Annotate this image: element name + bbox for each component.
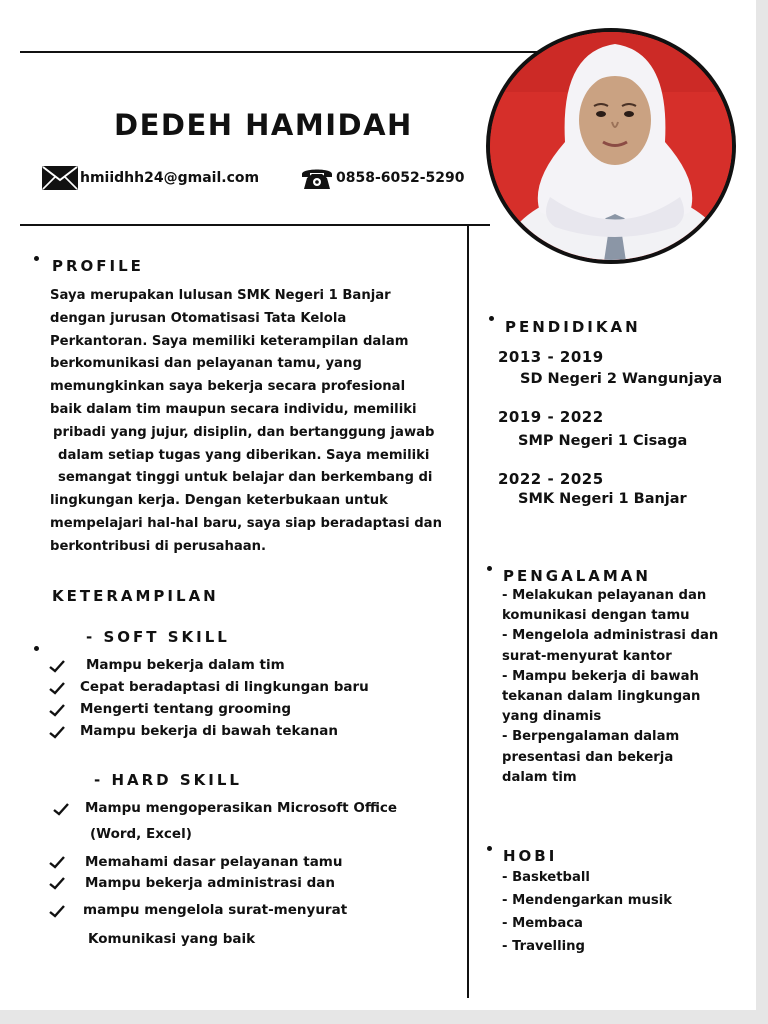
profile-text: [50, 285, 450, 559]
checkmark-icon: [48, 659, 66, 673]
hard-skill-heading: - HARD SKILL: [94, 771, 242, 789]
hard-skill-item: Komunikasi yang baik: [88, 931, 256, 947]
checkmark-icon: [48, 855, 66, 869]
checkmark-icon: [52, 802, 70, 816]
experience-line: - Melakukan pelayanan dan: [502, 588, 707, 603]
profile-line: dengan jurusan Otomatisasi Tata Kelola: [50, 310, 347, 326]
email-contact[interactable]: [42, 166, 259, 190]
hobby-item: - Travelling: [502, 939, 585, 954]
checkmark-icon: [48, 681, 66, 695]
phone-text: 0858-6052-5290: [336, 170, 465, 186]
column-divider: [467, 225, 469, 998]
checkmark-icon: [48, 904, 66, 918]
soft-skill-item: Mampu bekerja di bawah tekanan: [80, 723, 338, 739]
education-years: 2013 - 2019: [498, 348, 604, 366]
hard-skill-item: Mampu bekerja administrasi dan: [85, 875, 335, 891]
hobby-item: - Membaca: [502, 916, 583, 931]
experience-line: - Mengelola administrasi dan: [502, 628, 719, 644]
soft-skill-bullet: [34, 646, 39, 651]
profile-heading: PROFILE: [52, 257, 144, 275]
education-years: 2019 - 2022: [498, 408, 604, 426]
skills-heading: KETERAMPILAN: [52, 587, 219, 605]
soft-skill-item: Mengerti tentang grooming: [80, 701, 292, 717]
education-school: SD Negeri 2 Wangunjaya: [520, 371, 723, 387]
candidate-name: DEDEH HAMIDAH: [114, 108, 413, 142]
profile-line: lingkungan kerja. Dengan keterbukaan untuk: [50, 493, 388, 509]
profile-line: memungkinkan saya bekerja secara profesional: [50, 379, 406, 395]
profile-line: pribadi yang jujur, disiplin, dan bertanggung jawab: [53, 424, 435, 440]
hard-skill-item: Mampu mengoperasikan Microsoft Office: [85, 800, 398, 816]
profile-line: semangat tinggi untuk belajar dan berkembang di: [58, 470, 433, 486]
hobbies-heading: HOBI: [503, 847, 558, 865]
checkmark-icon: [48, 703, 66, 717]
profile-bullet: [34, 256, 39, 261]
profile-line: berkomunikasi dan pelayanan tamu, yang: [50, 356, 362, 372]
experience-line: - Berpengalaman dalam: [502, 729, 680, 745]
experience-heading: PENGALAMAN: [503, 567, 651, 585]
checkmark-icon: [48, 876, 66, 890]
hard-skill-item: mampu mengelola surat-menyurat: [83, 902, 348, 918]
profile-line: Perkantoran. Saya memiliki keterampilan dalam: [50, 333, 409, 349]
experience-line: presentasi dan bekerja: [502, 749, 674, 765]
profile-line: berkontribusi di perusahaan.: [50, 538, 267, 554]
profile-line: Saya merupakan lulusan SMK Negeri 1 Banjar: [50, 288, 391, 303]
experience-line: - Mampu bekerja di bawah: [502, 668, 699, 684]
profile-line: dalam setiap tugas yang diberikan. Saya memiliki: [58, 447, 430, 463]
experience-line: komunikasi dengan tamu: [502, 608, 690, 624]
email-text: hmiidhh24@gmail.com: [80, 170, 260, 186]
profile-photo: [486, 28, 736, 264]
experience-line: yang dinamis: [502, 709, 602, 725]
hard-skill-item: Memahami dasar pelayanan tamu: [85, 854, 343, 870]
experience-line: dalam tim: [502, 769, 577, 785]
experience-line: tekanan dalam lingkungan: [502, 689, 701, 705]
header-bottom-rule: [20, 224, 490, 226]
soft-skill-item: Mampu bekerja dalam tim: [86, 657, 285, 673]
soft-skill-heading: - SOFT SKILL: [86, 628, 230, 646]
education-bullet: [489, 316, 494, 321]
experience-list: [502, 586, 742, 788]
education-years: 2022 - 2025: [498, 470, 604, 488]
checkmark-icon: [48, 725, 66, 739]
hobbies-bullet: [487, 846, 492, 851]
education-school: SMK Negeri 1 Banjar: [518, 491, 687, 507]
experience-bullet: [487, 566, 492, 571]
hobby-item: - Basketball: [502, 870, 590, 885]
phone-contact[interactable]: [300, 166, 465, 190]
header-top-rule: [20, 51, 540, 53]
hobbies-list: [502, 866, 672, 958]
hard-skill-item: (Word, Excel): [90, 826, 192, 842]
education-school: SMP Negeri 1 Cisaga: [518, 433, 688, 449]
envelope-icon: [42, 166, 80, 190]
profile-line: mempelajari hal-hal baru, saya siap beradaptasi dan: [50, 515, 442, 531]
hobby-item: - Mendengarkan musik: [502, 893, 673, 908]
profile-line: baik dalam tim maupun secara individu, memiliki: [50, 401, 417, 417]
soft-skill-item: Cepat beradaptasi di lingkungan baru: [80, 679, 369, 695]
experience-line: surat-menyurat kantor: [502, 648, 672, 664]
telephone-icon: [300, 166, 336, 190]
education-heading: PENDIDIKAN: [505, 318, 641, 336]
